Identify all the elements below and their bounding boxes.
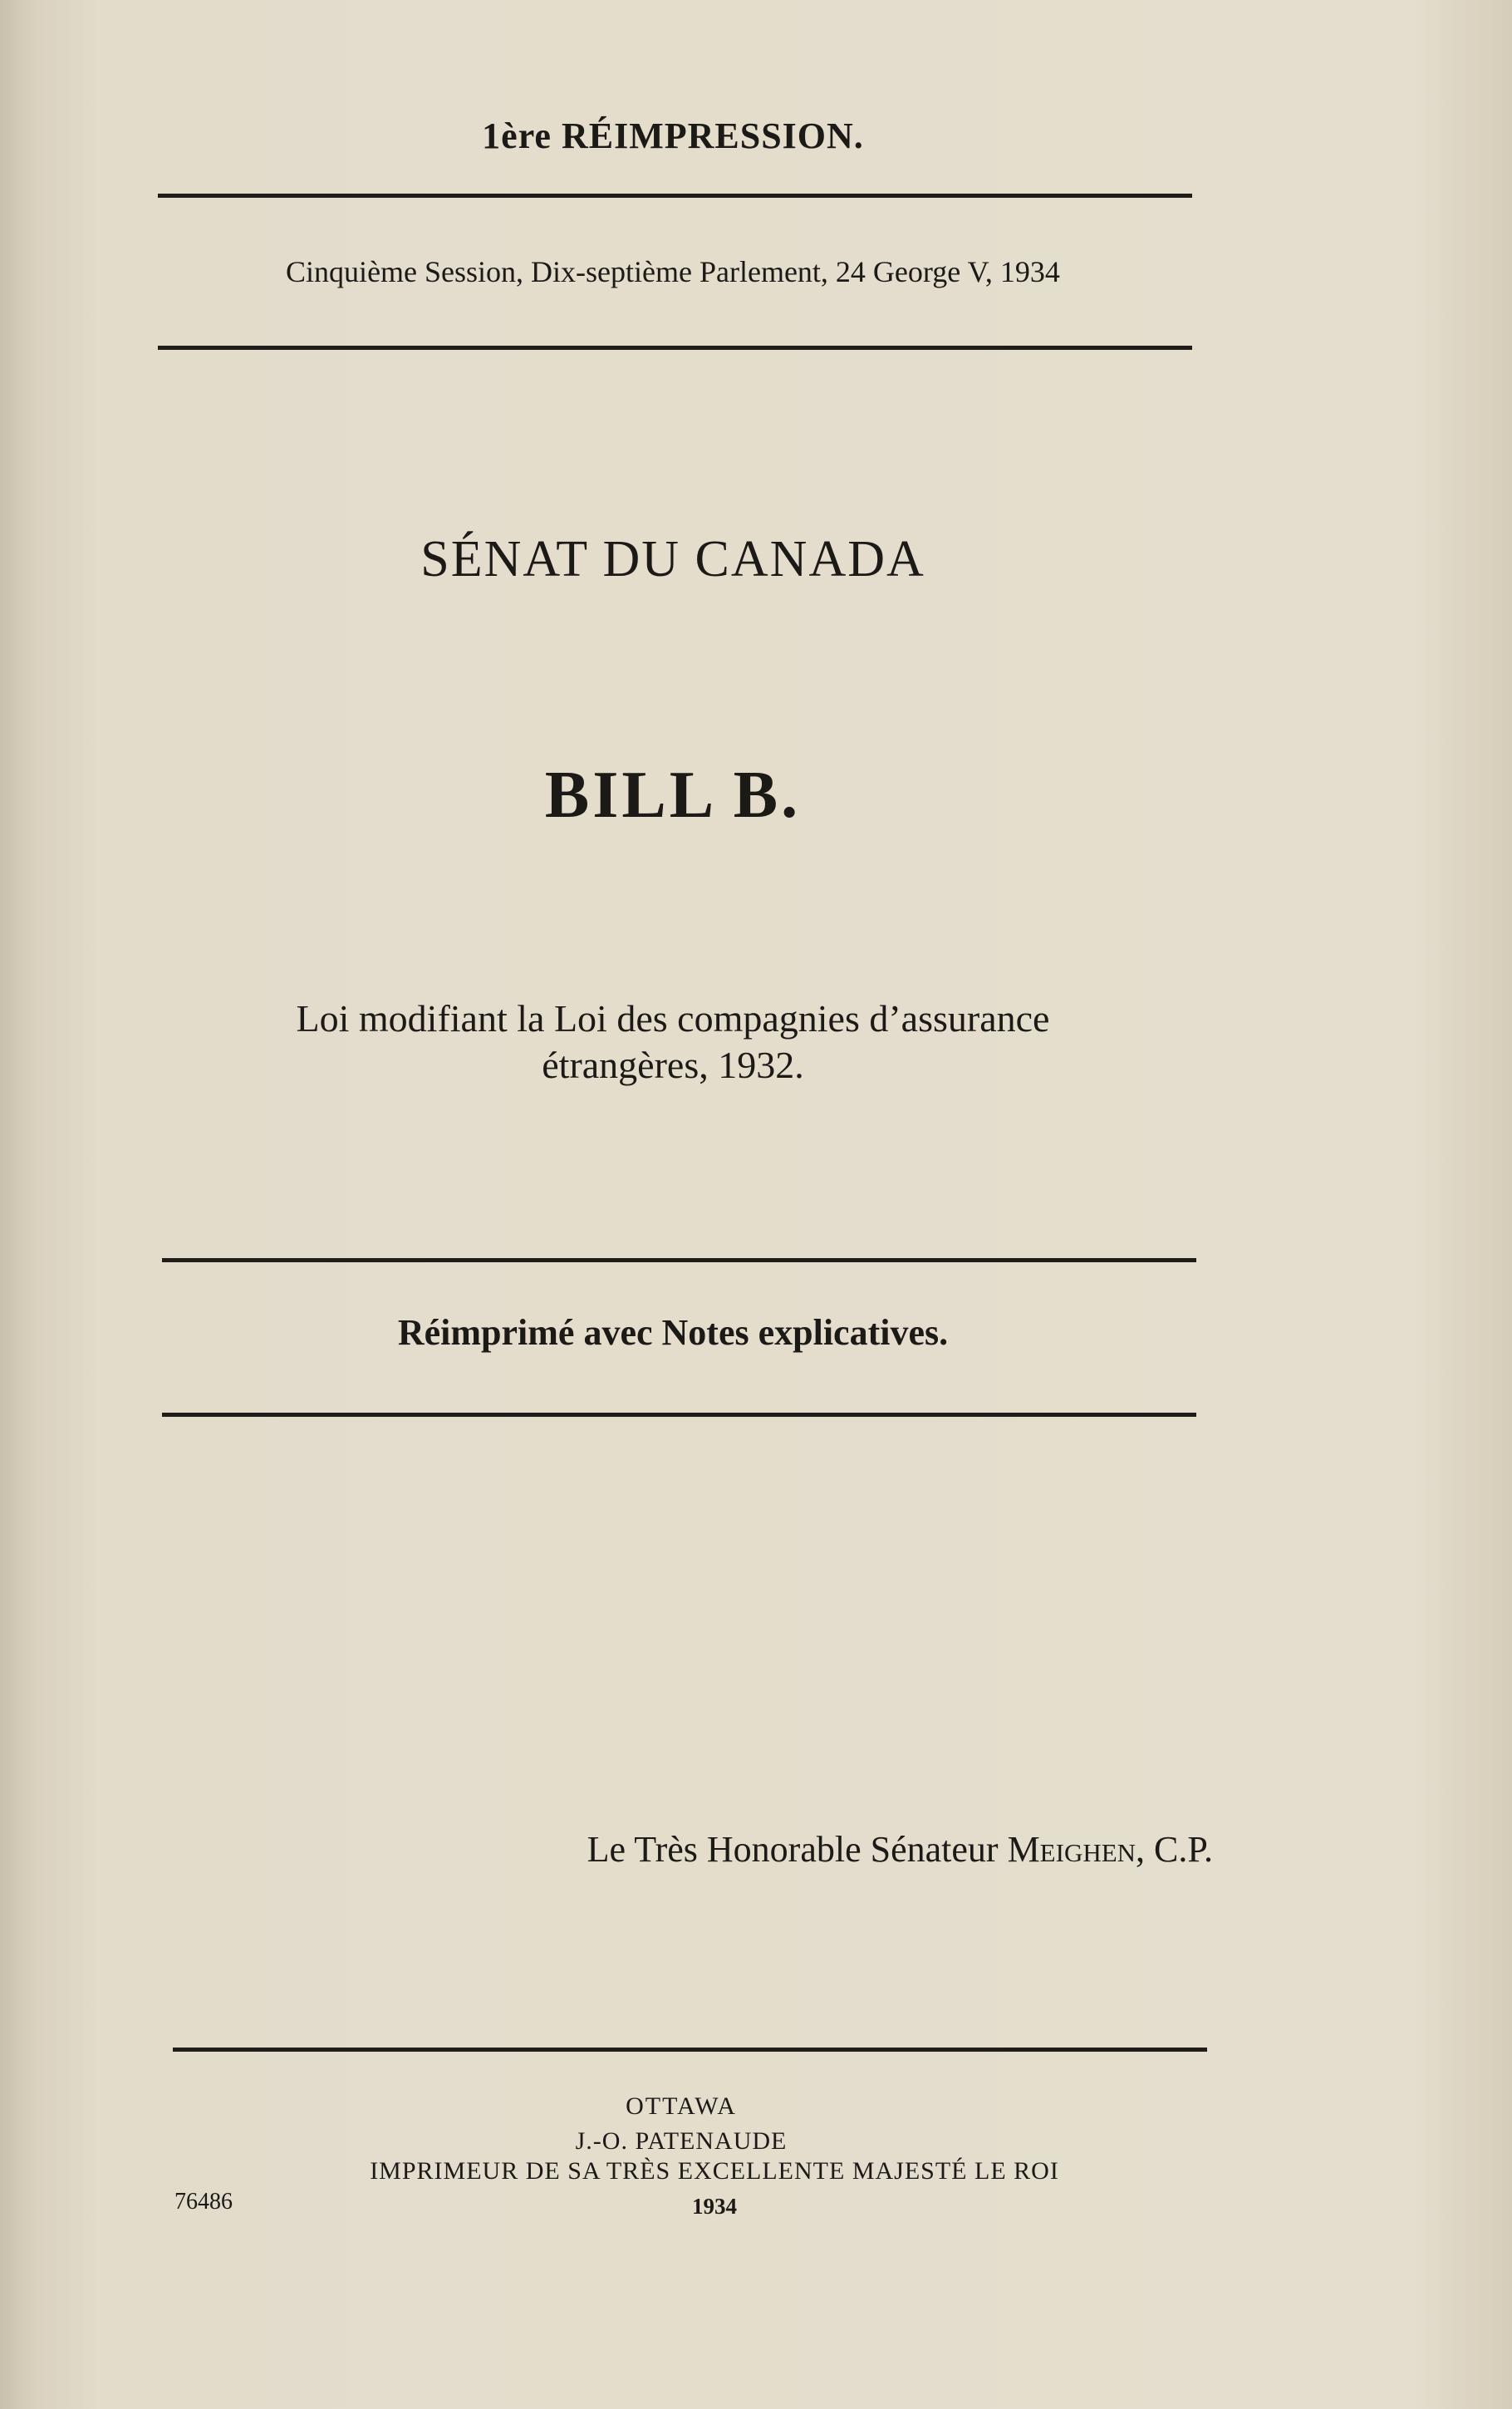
- reimpression-heading: 1ère RÉIMPRESSION.: [482, 116, 864, 156]
- rule-top-1: [158, 194, 1192, 198]
- session-line: Cinquième Session, Dix-septième Parlement, 24 George V, 1934: [286, 255, 1060, 288]
- rule-middle-2: [162, 1413, 1196, 1417]
- document-code: 76486: [174, 2189, 233, 2215]
- sponsor-prefix: Le Très Honorable Sénateur: [587, 1829, 1008, 1870]
- imprint-city: OTTAWA: [626, 2092, 737, 2120]
- bill-description-line-1: Loi modifiant la Loi des compagnies d’assurance: [296, 997, 1050, 1040]
- imprint-title: IMPRIMEUR DE SA TRÈS EXCELLENTE MAJESTÉ LE ROI: [370, 2157, 1059, 2185]
- imprint-printer: J.-O. PATENAUDE: [575, 2127, 788, 2155]
- reprint-note: Réimprimé avec Notes explicatives.: [397, 1312, 949, 1353]
- rule-top-2: [158, 346, 1192, 350]
- imprint-year: 1934: [692, 2194, 737, 2219]
- rule-bottom: [173, 2048, 1207, 2052]
- sponsor-suffix: , C.P.: [1136, 1829, 1213, 1870]
- sponsor-line: [332, 1828, 1213, 1871]
- bill-description: [199, 996, 1146, 1089]
- rule-middle-1: [162, 1258, 1196, 1262]
- sponsor-name: Meighen: [1007, 1829, 1136, 1870]
- senate-title: SÉNAT DU CANADA: [420, 531, 925, 588]
- bill-description-line-2: étrangères, 1932.: [542, 1044, 804, 1086]
- bill-title: BILL B.: [544, 759, 802, 832]
